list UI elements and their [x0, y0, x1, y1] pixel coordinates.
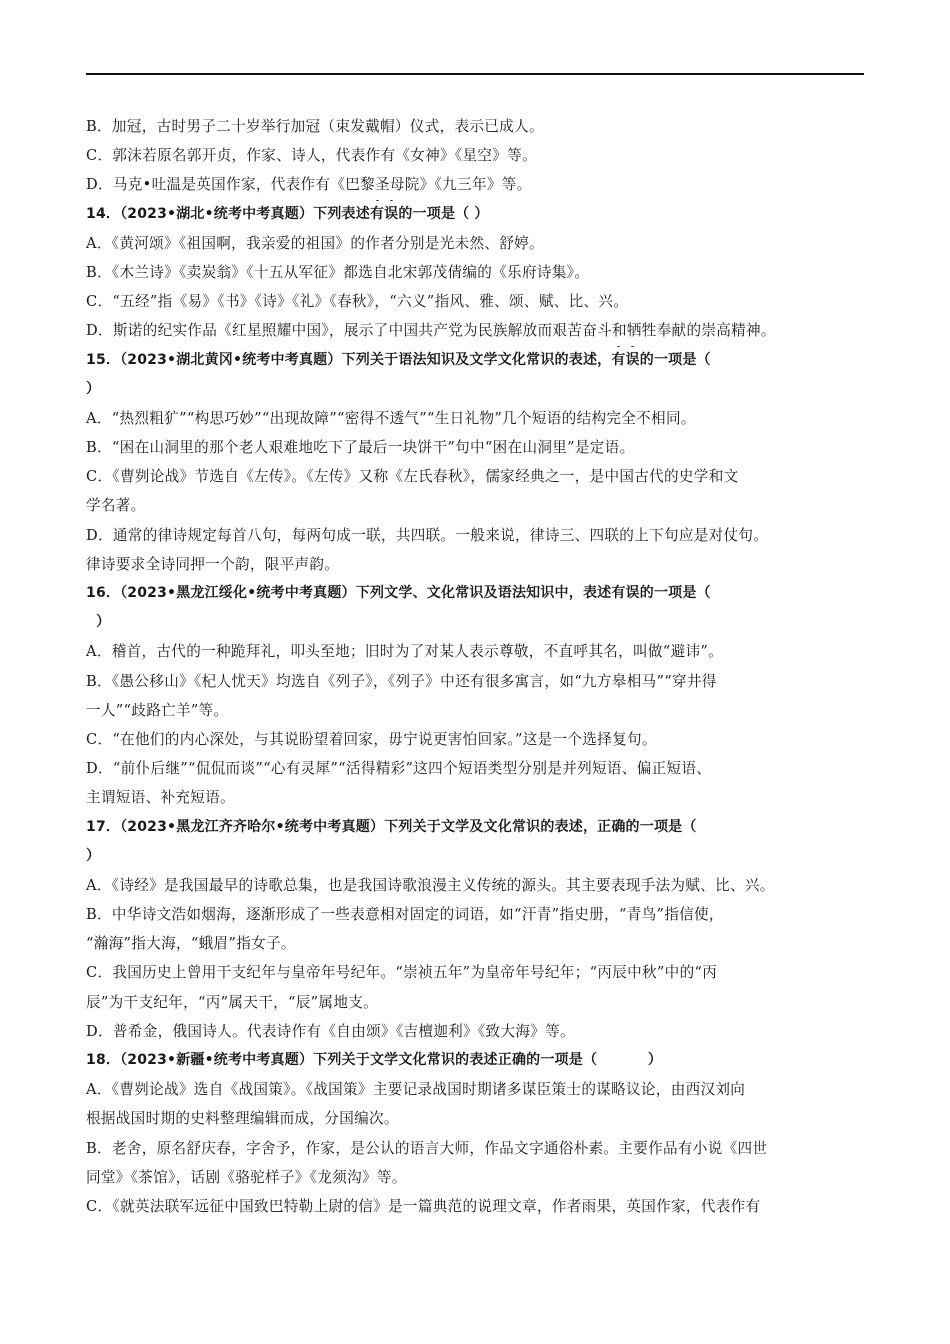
option-line: D．普希金，俄国诗人。代表诗作有《自由颂》《吉檀迦利》《致大海》等。: [86, 1022, 575, 1040]
option-line: B．加冠，古时男子二十岁举行加冠（束发戴帽）仪式，表示已成人。: [86, 118, 544, 135]
option-line: C．“在他们的内心深处，与其说盼望着回家，毋宁说更害怕回家。”这是一个选择复句。: [86, 730, 657, 748]
option-line: 学名著。: [86, 497, 146, 515]
question-18-stem: 18．（2023•新疆•统考中考真题）下列关于文学文化常识的表述正确的一项是（ ）: [86, 1052, 663, 1068]
option-line: C．《曹刿论战》节选自《左传》。《左传》又称《左氏春秋》，儒家经典之一，是中国古代的史学和文: [86, 468, 739, 486]
option-line: D．“前仆后继”“侃侃而谈”“心有灵犀”“活得精彩”这四个短语类型分别是并列短语、偏正短语、: [86, 760, 712, 778]
question-text: 15．（2023•湖北黄冈•统考中考真题）下列关于语法知识及文学文化常识的表述，: [86, 351, 612, 368]
option-line: B．《木兰诗》《卖炭翁》《十五从军征》都选自北宋郭茂倩编的《乐府诗集》。: [86, 263, 590, 281]
question-text: 14．（2023•湖北•统考中考真题）下列表述: [86, 205, 370, 222]
question-17-stem: 17．（2023•黑龙江齐齐哈尔•统考中考真题）下列关于文学及文化常识的表述，正确的一项是（: [86, 818, 697, 835]
option-line: B．老舍，原名舒庆春，字舍予，作家，是公认的语言大师，作品文字通俗朴素。主要作品有小说《四世: [86, 1139, 768, 1157]
option-line: D．斯诺的纪实作品《红星照耀中国》，展示了中国共产党为民族解放而艰苦奋斗和牺牲奉献的崇高精神。: [86, 322, 776, 340]
option-line: “瀚海”指大海，“蛾眉”指女子。: [86, 935, 296, 953]
option-line: 一人”“歧路亡羊”等。: [86, 701, 229, 719]
option-line: A．《曹刿论战》选自《战国策》。《战国策》主要记录战国时期诸多谋臣策士的谋略议论，由西汉刘向: [86, 1081, 746, 1099]
option-line: A．《诗经》是我国最早的诗歌总集，也是我国诗歌浪漫主义传统的源头。其主要表现手法为赋、比、兴。: [86, 876, 775, 894]
question-15-stem: [86, 346, 864, 375]
question-16-stem: 16．（2023•黑龙江绥化•统考中考真题）下列文学、文化常识及语法知识中，表述有误的一项是（: [86, 585, 711, 601]
option-line: 主谓短语、补充短语。: [86, 789, 235, 807]
question-17-stem-cont: ）: [86, 847, 101, 864]
question-14-stem: [86, 200, 864, 229]
emphasis-char: 有: [370, 200, 384, 229]
option-line: A．“热烈粗犷”“构思巧妙”“出现故障”“密得不透气”“生日礼物”几个短语的结构完全不相同。: [86, 409, 696, 427]
question-text: 的一项是（ ）: [398, 205, 489, 222]
option-line: B．《愚公移山》《杞人忧天》均选自《列子》，《列子》中还有很多寓言，如“九方皋相马”“穿井得: [86, 672, 717, 690]
option-line: A．稽首，古代的一种跪拜礼，叩头至地；旧时为了对某人表示尊敬，不直呼其名，叫做“避讳”。: [86, 643, 724, 661]
option-line: 辰”为干支纪年，“丙”属天干，“辰”属地支。: [86, 993, 378, 1011]
document-body: [86, 112, 864, 1221]
option-line: B．中华诗文浩如烟海，逐渐形成了一些表意相对固定的词语，如“汗青”指史册，“青鸟”指信使，: [86, 906, 724, 924]
option-line: C．郭沫若原名郭开贞，作家、诗人，代表作有《女神》《星空》等。: [86, 147, 537, 165]
option-line: C．我国历史上曾用干支纪年与皇帝年号纪年。“崇祯五年”为皇帝年号纪年；“丙辰中秋”中的“丙: [86, 964, 718, 982]
option-line: D．通常的律诗规定每首八句，每两句成一联，共四联。一般来说，律诗三、四联的上下句应是对仗句。: [86, 526, 769, 544]
option-line: C．“五经”指《易》《书》《诗》《礼》《春秋》，“六义”指风、雅、颂、赋、比、兴。: [86, 293, 629, 311]
option-line: 根据战国时期的史料整理编辑而成，分国编次。: [86, 1110, 399, 1128]
header-rule: [86, 73, 864, 75]
option-line: A．《黄河颂》《祖国啊，我亲爱的祖国》的作者分别是光未然、舒婷。: [86, 234, 544, 252]
option-line: D．马克•吐温是英国作家，代表作有《巴黎圣母院》《九三年》等。: [86, 176, 532, 194]
option-line: B．“困在山洞里的那个老人艰难地吃下了最后一块饼干”句中“困在山洞里”是定语。: [86, 439, 635, 457]
question-text: 的一项是（: [639, 351, 711, 368]
emphasis-char: 有: [611, 346, 625, 375]
option-line: 律诗要求全诗同押一个韵，限平声韵。: [86, 555, 340, 573]
emphasis-char: 误: [384, 200, 398, 229]
question-15-stem-cont: ）: [86, 380, 101, 397]
question-16-stem-cont: ）: [86, 614, 111, 631]
option-line: 同堂》《茶馆》，话剧《骆驼样子》《龙须沟》等。: [86, 1168, 407, 1186]
emphasis-char: 误: [626, 346, 640, 375]
option-line: C．《就英法联军远征中国致巴特勒上尉的信》是一篇典范的说理文章，作者雨果，英国作家，代表作有: [86, 1197, 761, 1215]
